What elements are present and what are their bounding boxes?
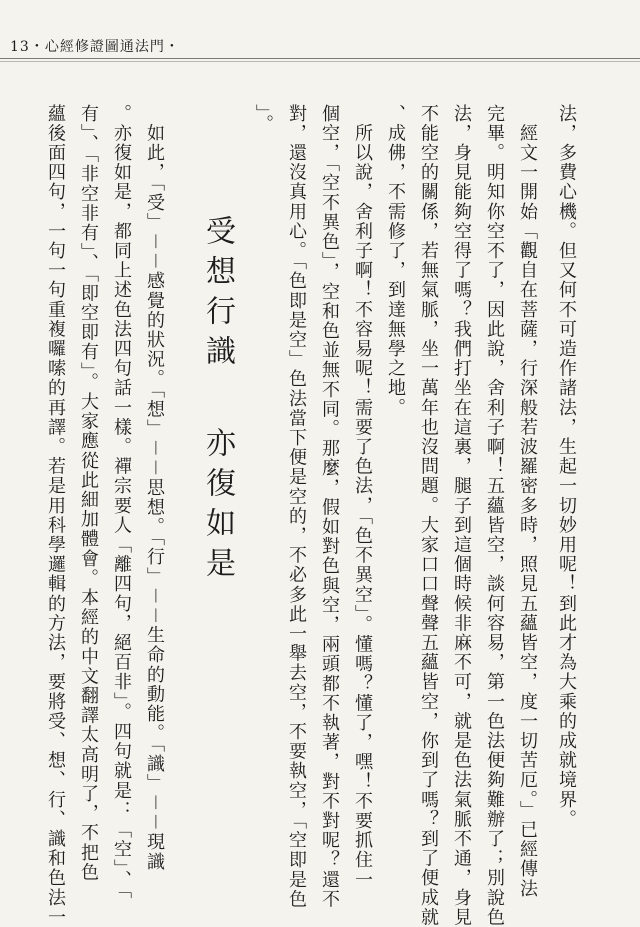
text-column-7: 所以說，舍利子啊！不容易呢！需要了色法，「色不異空」。懂嗎？懂了，嘿！不要抓住一	[352, 104, 373, 890]
text-column-14: 蘊後面四句，一句一句重複囉嗦的再譯。若是用科學邏輯的方法，要將受、想、行、識和色法一	[45, 104, 66, 927]
header-rule-thin	[0, 61, 640, 62]
text-column-13: 有」、「非空非有」、「即空即有」。大家應從此細加體會。本經的中文翻譯太高明了，不把色	[78, 104, 99, 883]
section-heading-part2: 亦復如是	[200, 427, 235, 587]
text-column-10: 」。	[253, 104, 274, 135]
text-column-3: 完畢。明知你空不了，因此說，舍利子啊！五蘊皆空，談何容易，第一色法便夠難辦了；別說色	[484, 104, 505, 927]
text-column-12: 。亦復如是，都同上述色法四句話一樣。禪宗要人「離四句，絕百非」。四句就是：「空」、「	[111, 104, 132, 901]
text-column-1: 法，多費心機。但又何不可造作諸法，生起一切妙用呢！到此才為大乘的成就境界。	[556, 104, 577, 830]
running-header: 13・心經修證圖通法門・	[10, 39, 180, 55]
text-column-11: 如此，「受」－－感覺的狀況。「想」－－思想。「行」－－生命的動能。「識」－－現識	[144, 104, 165, 872]
text-column-8: 個空，「空不異色」，空和色並無不同。那麼，假如對色與空，兩頭都不執著，對不對呢？還不	[319, 104, 340, 910]
text-column-2: 經文一開始「觀自在菩薩，行深般若波羅密多時，照見五蘊皆空，度一切苦厄。」已經傳法	[517, 104, 538, 899]
text-column-5: 不能空的關係，若無氣脈，坐一萬年也沒問題。大家口口聲聲五蘊皆空，你到了嗎？到了便成就	[418, 104, 439, 927]
text-column-4: 法，身見能夠空得了嗎？我們打坐在這裏，腿子到這個時候非麻不可，就是色法氣脈不通，身見	[451, 104, 472, 927]
text-column-9: 對，還沒真用心。「色即是空」色法當下便是空的，不必多此一舉去空，不要執空，「空即是色	[286, 104, 307, 910]
section-heading-part1: 受想行識	[200, 215, 235, 375]
header-rule	[0, 58, 640, 59]
section-heading	[200, 215, 235, 587]
text-column-6: 、成佛，不需修了，到達無學之地。	[385, 104, 406, 418]
